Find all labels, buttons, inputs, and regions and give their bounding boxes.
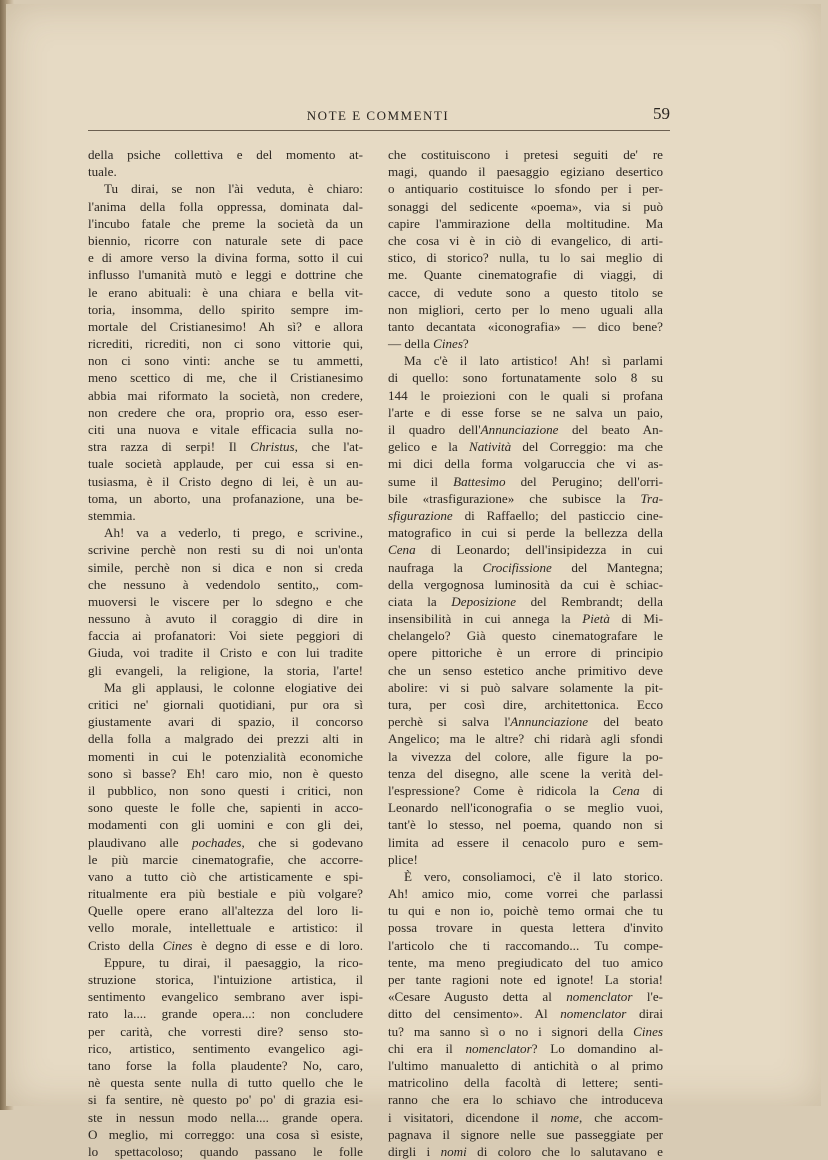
text-line: matricolino della facoltà di lettere; senti- [388, 1075, 663, 1091]
text-line: — della Cines? [388, 336, 469, 352]
text-line: possa trovare in questa lettera d'invito [388, 920, 663, 936]
text-line: l'anima della folla oppressa, dominata dal- [88, 198, 363, 214]
text-line: limita ad essere il cenacolo puro e sem- [388, 834, 663, 850]
text-line: che nessuno à vedendolo sentito,, com- [88, 576, 363, 592]
text-line: per carità, che vorresti dire? senso sto- [88, 1023, 363, 1039]
text-line: critici ne' giornali quotidiani, pur ora sì [88, 697, 363, 712]
text-line: il quadro dell'Annunciazione del beato An- [388, 422, 663, 437]
text-line: l'espressione? Come è ridicola la Cena di [388, 782, 663, 798]
text-line: sfigurazione di Raffaello; del pasticcio cine- [388, 507, 663, 523]
text-line: O meglio, mi correggo: una cosa sì esiste, [88, 1126, 363, 1142]
text-line: le erano abituali: è una chiara e bella vit- [88, 284, 363, 300]
text-line: mortale del Cristianesimo! Ah sì? e allora [88, 318, 363, 334]
text-line: Tu dirai, se non l'ài veduta, è chiaro: [104, 181, 363, 197]
text-line: È vero, consoliamoci, c'è il lato storico. [404, 868, 663, 884]
text-line: non credere che ora, proprio ora, esso eser- [88, 404, 363, 420]
text-line: Cristo della Cines è degno di esse e di loro. [88, 937, 363, 953]
text-line: citi una nuova e vitale efficacia sulla no- [88, 422, 363, 437]
text-line: gli evangeli, la religione, la storia, l'arte! [88, 662, 363, 678]
text-line: ditto del censimento». Al nomenclator dirai [388, 1006, 663, 1022]
text-line: tuale società applaude, per cui essa si en- [88, 456, 363, 472]
text-line: vello morale, intellettuale e artistico: il [88, 920, 363, 936]
text-line: l'incubo fatale che preme la società da un [88, 215, 363, 231]
text-line: Ma c'è il lato artistico! Ah! sì parlami [404, 353, 663, 369]
text-line: scrivine perchè non resti su di noi un'onta [88, 542, 363, 558]
text-line: nè questa sente nulla di tutto quello che le [88, 1075, 363, 1091]
text-line: vano a tutto ciò che artisticamente e spi- [88, 868, 363, 884]
text-line: plaudivano alle pochades, che si godevano [88, 834, 363, 850]
text-line: gelico e la Natività del Correggio: ma che [388, 439, 663, 455]
text-line: l'arte e di esse forse se ne salva un paio, [388, 404, 663, 420]
text-line: tu qui e non io, poichè temo ormai che tu [388, 903, 663, 919]
text-line: pagnava il signore nelle sue passeggiate per [388, 1126, 663, 1142]
running-head: NOTE E COMMENTI [306, 108, 450, 123]
text-line: struzione storica, l'intuizione artistica, il [88, 972, 363, 987]
text-line: matografico in cui si perde la bellezza della [388, 525, 663, 541]
text-line: 144 le proiezioni con le quali si profana [388, 387, 663, 403]
text-line: meno scettico di me, che il Cristianesimo [88, 370, 363, 386]
text-line: della folla a malgrado dei prezzi alti in [88, 731, 363, 747]
text-line: ricrediti, ricrediti, non ci sono vittorie qui, [88, 336, 363, 352]
right-text-column [388, 146, 663, 1160]
text-line: influsso l'umanità mutò e leggi e dottrine che [88, 267, 363, 283]
text-line: sonaggi del sedicente «poema», via si può [388, 198, 663, 214]
text-line: stemmia. [88, 507, 136, 523]
text-line: bile «trasfigurazione» che subisce la Tra- [388, 490, 663, 506]
text-line: tant'è lo stesso, nel poema, quando non si [388, 817, 663, 833]
text-line: Ah! va a vederlo, ti prego, e scrivine., [104, 525, 363, 541]
text-line: tente, ma meno pregiudicato del tuo amico [388, 954, 663, 970]
text-line: l'ultimo manualetto di antichità o al primo [388, 1057, 663, 1073]
text-line: di quello: sono fortunatamente solo 8 su [388, 370, 663, 386]
text-line: capire l'ammirazione della moltitudine. Ma [388, 215, 663, 231]
text-line: Eppure, tu dirai, il paesaggio, la rico- [104, 954, 363, 970]
text-line: modamenti con gli uomini e con gli dei, [88, 817, 363, 833]
text-line: faccia ai profanatori: Voi siete peggiori di [88, 628, 363, 644]
text-line: cacce, di vedute sono a questo titolo se [388, 284, 663, 300]
text-line: tura, per così dire, architettonica. Ecco [388, 697, 663, 712]
text-line: i visitatori, dicendone il nome, che accom- [388, 1109, 663, 1125]
text-line: insensibilità in cui annega la Pietà di Mi- [388, 611, 663, 627]
text-line: rico, artistico, sentimento evangelico agi- [88, 1040, 363, 1056]
text-line: tano forse la folla plaudente? No, caro, [88, 1057, 363, 1073]
text-line: magi, quando il paesaggio egiziano desertico [388, 164, 663, 180]
text-line: tuale. [88, 164, 117, 180]
page-number: 59 [653, 104, 670, 123]
text-line: giustamente avari di spazio, il concorso [88, 714, 363, 730]
text-line: naufraga la Crocifissione del Mantegna; [388, 559, 663, 575]
text-line: mi dici della forma volgaruccia che vi as- [388, 456, 663, 472]
text-line: non migliori, certo per lo meno uguali alla [388, 301, 663, 317]
text-line: stra razza di serpi! Il Christus, che l'at- [88, 439, 363, 455]
text-line: Leonardo nell'iconografia o se meglio vuoi, [388, 800, 663, 816]
text-line: lo spettacoloso; quando passano le folle [88, 1143, 363, 1159]
text-line: nessuno à avuto il coraggio di dire in [88, 611, 363, 627]
text-line: dirgli i nomi di coloro che lo salutavano e [388, 1143, 663, 1159]
text-line: non ci sono vinti: anche se tu ammetti, [88, 353, 363, 369]
text-line: si fa sentire, nè questo po' po' di grazia esi- [88, 1092, 363, 1108]
text-line: abbia mai riformato la società, non credere, [88, 387, 363, 403]
text-line: sentimento evangelico sembrano aver ispi- [88, 989, 363, 1005]
text-line: «Cesare Augusto detta al nomenclator l'e- [388, 989, 663, 1005]
text-line: opere pittoriche è un errore di principio [388, 645, 663, 661]
text-line: simile, perchè non si dica e non si creda [88, 559, 363, 575]
text-line: tu? ma sanno sì o no i signori della Cines [388, 1023, 663, 1039]
text-line: Angelico; ma le altre? chi ridarà agli sfondi [388, 731, 663, 747]
text-line: tenza del disegno, alle scene la verità del- [388, 765, 663, 781]
text-line: me. Quante cinematografie di viaggi, di [388, 267, 663, 283]
text-line: tusiasma, è il Cristo degno di lei, è un au- [88, 473, 363, 489]
text-line: il pubblico, non sono questi i critici, non [88, 782, 363, 798]
text-line: momenti in cui le potenzialità economiche [88, 748, 363, 764]
page-header [88, 104, 668, 132]
text-line: ranno che era lo schiavo che introduceva [388, 1092, 663, 1108]
text-line: le più marcie cinematografie, che accorre- [88, 851, 363, 867]
text-line: ciata la Deposizione del Rembrandt; della [388, 593, 663, 609]
text-line: ritualmente era più bestiale e più volgare? [88, 886, 363, 902]
text-line: perchè si salva l'Annunciazione del beato [388, 714, 663, 730]
left-text-column [88, 146, 363, 1160]
text-line: che costituiscono i pretesi seguiti de' re [388, 147, 663, 162]
text-line: per tante ragioni note ed ignote! La storia! [388, 972, 663, 987]
text-line: toria, insomma, dello spirito sempre im- [88, 301, 363, 317]
text-line: e di amore verso la divina forma, sotto il cui [88, 250, 363, 266]
text-line: o antiquario costituisce lo sfondo per i per- [388, 181, 663, 197]
text-line: stico, di storico? nulla, tu lo sai meglio di [388, 250, 663, 266]
text-line: ste in nessun modo nella.... grande opera. [88, 1109, 363, 1125]
text-line: tanto decantata «iconografia» — dico bene? [388, 318, 663, 334]
text-line: della vergognosa luminosità da cui è schiac- [388, 576, 663, 592]
text-line: biennio, ricorre con naturale sete di pace [88, 232, 363, 248]
text-line: la vivezza del colore, alle figure la po- [388, 748, 663, 764]
text-line: rato la.... grande opera...: non concludere [88, 1006, 363, 1022]
text-line: sume il Battesimo del Perugino; dell'orri- [388, 473, 663, 489]
text-line: chelangelo? Già questo cinematografare le [388, 628, 663, 644]
text-line: Cena di Leonardo; dell'insipidezza in cui [388, 542, 663, 558]
text-line: Quelle opere erano all'altezza del loro li- [88, 903, 363, 919]
text-line: della psiche collettiva e del momento at- [88, 147, 363, 162]
text-line: l'articolo che ti raccomando... Tu compe- [388, 937, 663, 953]
text-line: Ah! amico mio, come vorrei che parlassi [388, 886, 663, 902]
text-line: sono sì basse? Eh! caro mio, non è questo [88, 765, 363, 781]
text-line: muoversi le viscere per lo sdegno e che [88, 593, 363, 609]
text-line: Ma gli applausi, le colonne elogiative dei [104, 679, 363, 695]
text-line: che un senso estetico anche primitivo deve [388, 662, 663, 678]
text-line: chi era il nomenclator? Lo domandino al- [388, 1040, 664, 1056]
text-line: sono queste le folle che, sapienti in acco- [88, 800, 363, 816]
text-line: abolire: vi si può salvare solamente la pit- [388, 679, 663, 695]
text-line: che cosa vi è in ciò di evangelico, di arti- [388, 232, 663, 248]
text-line: Giuda, voi tradite il Cristo e con lui tradite [88, 645, 363, 661]
text-line: toma, un aborto, una profanazione, una be- [88, 490, 363, 506]
text-line: plice! [388, 851, 418, 867]
header-rule [88, 130, 670, 131]
